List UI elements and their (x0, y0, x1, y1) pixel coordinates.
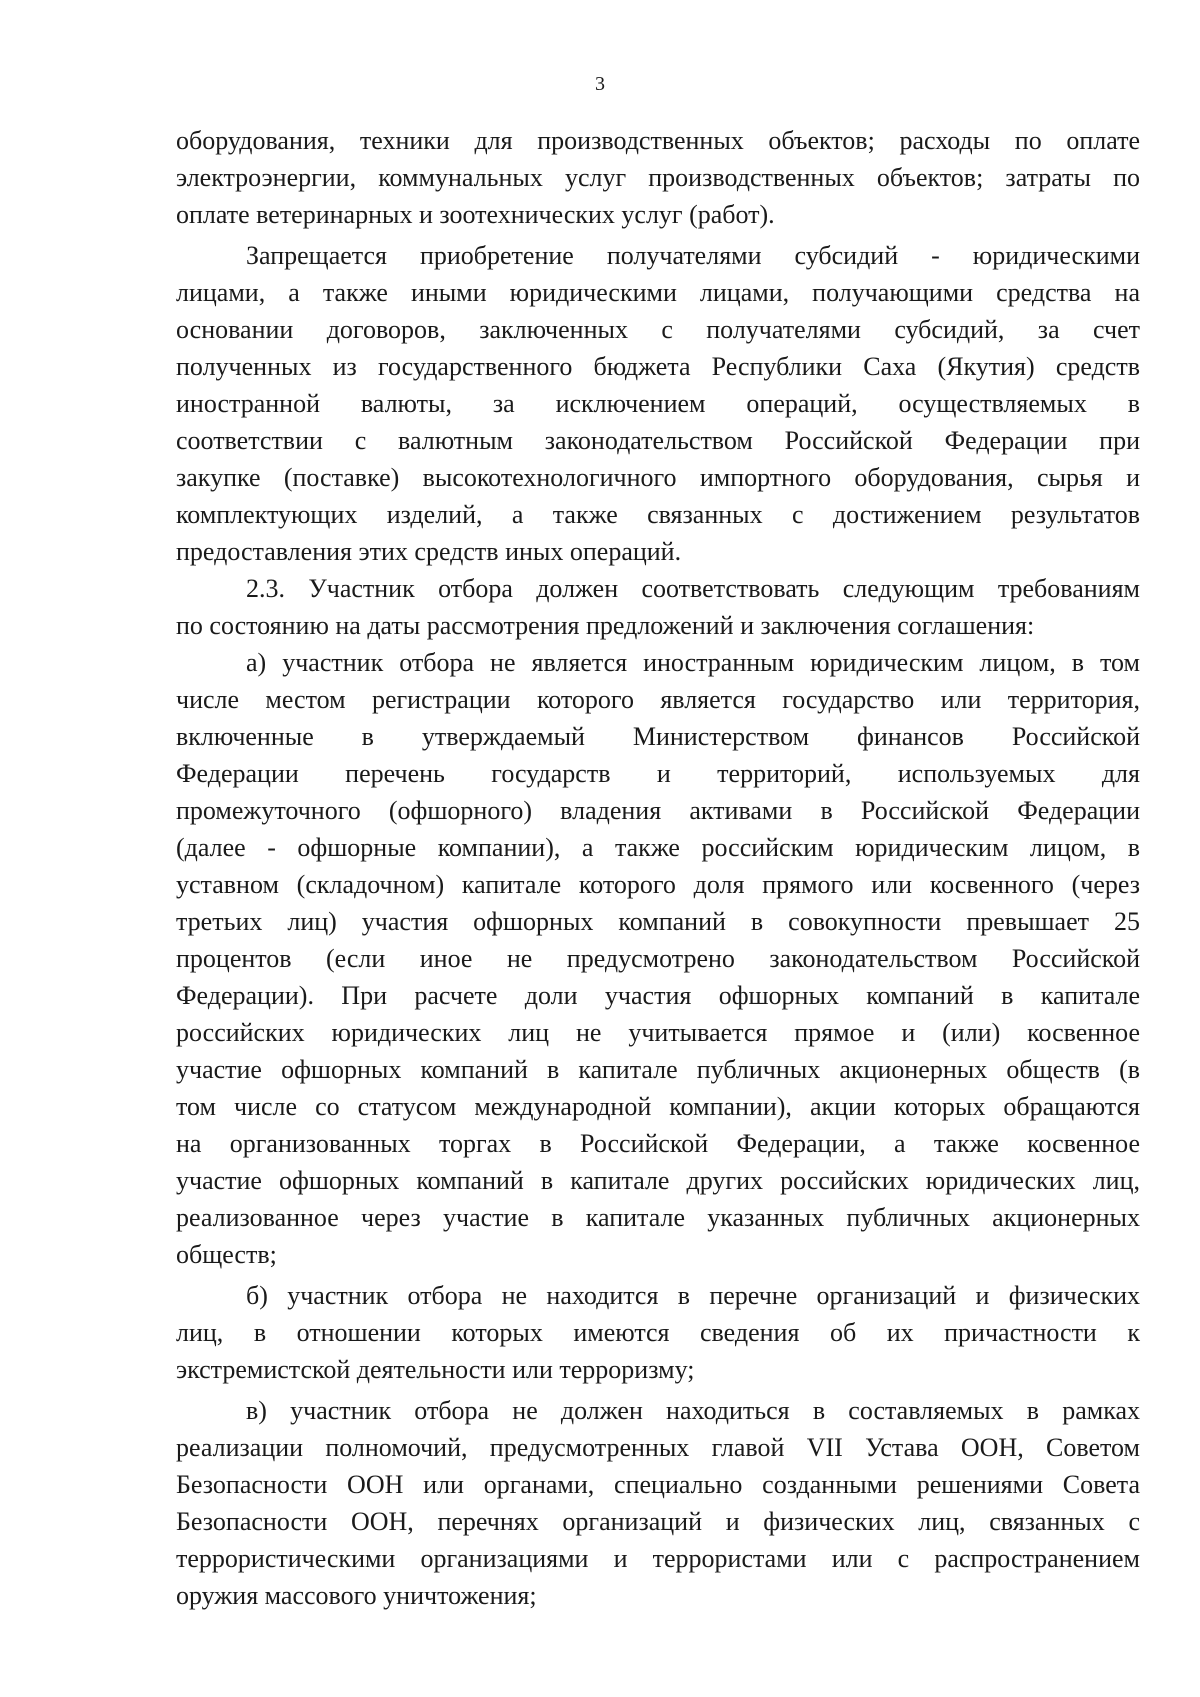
text-line: предоставления этих средств иных операций. (176, 537, 682, 566)
text-line: процентов (если иное не предусмотрено законодательством Российской (176, 944, 1140, 973)
text-line: том числе со статусом международной компании), акции которых обращаются (176, 1092, 1140, 1121)
paragraph-currency-prohibition (176, 237, 1140, 570)
text-line: участие офшорных компаний в капитале других российских юридических лиц, (176, 1166, 1140, 1195)
text-line: (далее - офшорные компании), а также российским юридическим лицом, в (176, 833, 1140, 862)
text-line: в) участник отбора не должен находиться в составляемых в рамках (246, 1396, 1140, 1425)
text-line: иностранной валюты, за исключением операций, осуществляемых в (176, 389, 1140, 418)
paragraph-item-b-extremism (176, 1277, 1140, 1388)
text-line: Запрещается приобретение получателями субсидий - юридическими (246, 241, 1140, 270)
text-line: Федерации перечень государств и территорий, используемых для (176, 759, 1140, 788)
text-line: а) участник отбора не является иностранным юридическим лицом, в том (246, 648, 1140, 677)
text-line: российских юридических лиц не учитывается прямое и (или) косвенное (176, 1018, 1140, 1047)
paragraph-item-a-offshore (176, 644, 1140, 1273)
text-line: на организованных торгах в Российской Федерации, а также косвенное (176, 1129, 1140, 1158)
text-line: числе местом регистрации которого является государство или территория, (176, 685, 1140, 714)
paragraph-2-3-requirements (176, 570, 1140, 644)
text-line: основании договоров, заключенных с получателями субсидий, за счет (176, 315, 1140, 344)
text-line: Федерации). При расчете доли участия офшорных компаний в капитале (176, 981, 1140, 1010)
text-line: оплате ветеринарных и зоотехнических услуг (работ). (176, 200, 775, 229)
text-line: включенные в утверждаемый Министерством финансов Российской (176, 722, 1140, 751)
paragraph-expenses-continuation (176, 122, 1140, 233)
paragraph-item-v-un-lists (176, 1392, 1140, 1614)
text-line: б) участник отбора не находится в перечне организаций и физических (246, 1281, 1140, 1310)
text-line: оружия массового уничтожения; (176, 1581, 537, 1610)
document-body (176, 122, 1140, 1614)
text-line: оборудования, техники для производственных объектов; расходы по оплате (176, 126, 1140, 155)
text-line: соответствии с валютным законодательством Российской Федерации при (176, 426, 1140, 455)
text-line: реализации полномочий, предусмотренных главой VII Устава ООН, Советом (176, 1433, 1140, 1462)
text-line: Безопасности ООН, перечнях организаций и физических лиц, связанных с (176, 1507, 1140, 1536)
text-line: 2.3. Участник отбора должен соответствовать следующим требованиям (246, 574, 1140, 603)
text-line: Безопасности ООН или органами, специально созданными решениями Совета (176, 1470, 1140, 1499)
text-line: реализованное через участие в капитале указанных публичных акционерных (176, 1203, 1140, 1232)
text-line: полученных из государственного бюджета Республики Саха (Якутия) средств (176, 352, 1140, 381)
text-line: комплектующих изделий, а также связанных с достижением результатов (176, 500, 1140, 529)
page-number: 3 (595, 73, 605, 95)
text-line: лицами, а также иными юридическими лицами, получающими средства на (176, 278, 1140, 307)
text-line: экстремистской деятельности или терроризму; (176, 1355, 695, 1384)
text-line: по состоянию на даты рассмотрения предложений и заключения соглашения: (176, 611, 1035, 640)
text-line: участие офшорных компаний в капитале публичных акционерных обществ (в (176, 1055, 1140, 1084)
text-line: промежуточного (офшорного) владения активами в Российской Федерации (176, 796, 1140, 825)
text-line: обществ; (176, 1240, 277, 1269)
text-line: закупке (поставке) высокотехнологичного импортного оборудования, сырья и (176, 463, 1140, 492)
text-line: уставном (складочном) капитале которого доля прямого или косвенного (через (176, 870, 1140, 899)
text-line: электроэнергии, коммунальных услуг производственных объектов; затраты по (176, 163, 1140, 192)
text-line: террористическими организациями и террористами или с распространением (176, 1544, 1140, 1573)
text-line: лиц, в отношении которых имеются сведения об их причастности к (176, 1318, 1140, 1347)
text-line: третьих лиц) участия офшорных компаний в совокупности превышает 25 (176, 907, 1140, 936)
